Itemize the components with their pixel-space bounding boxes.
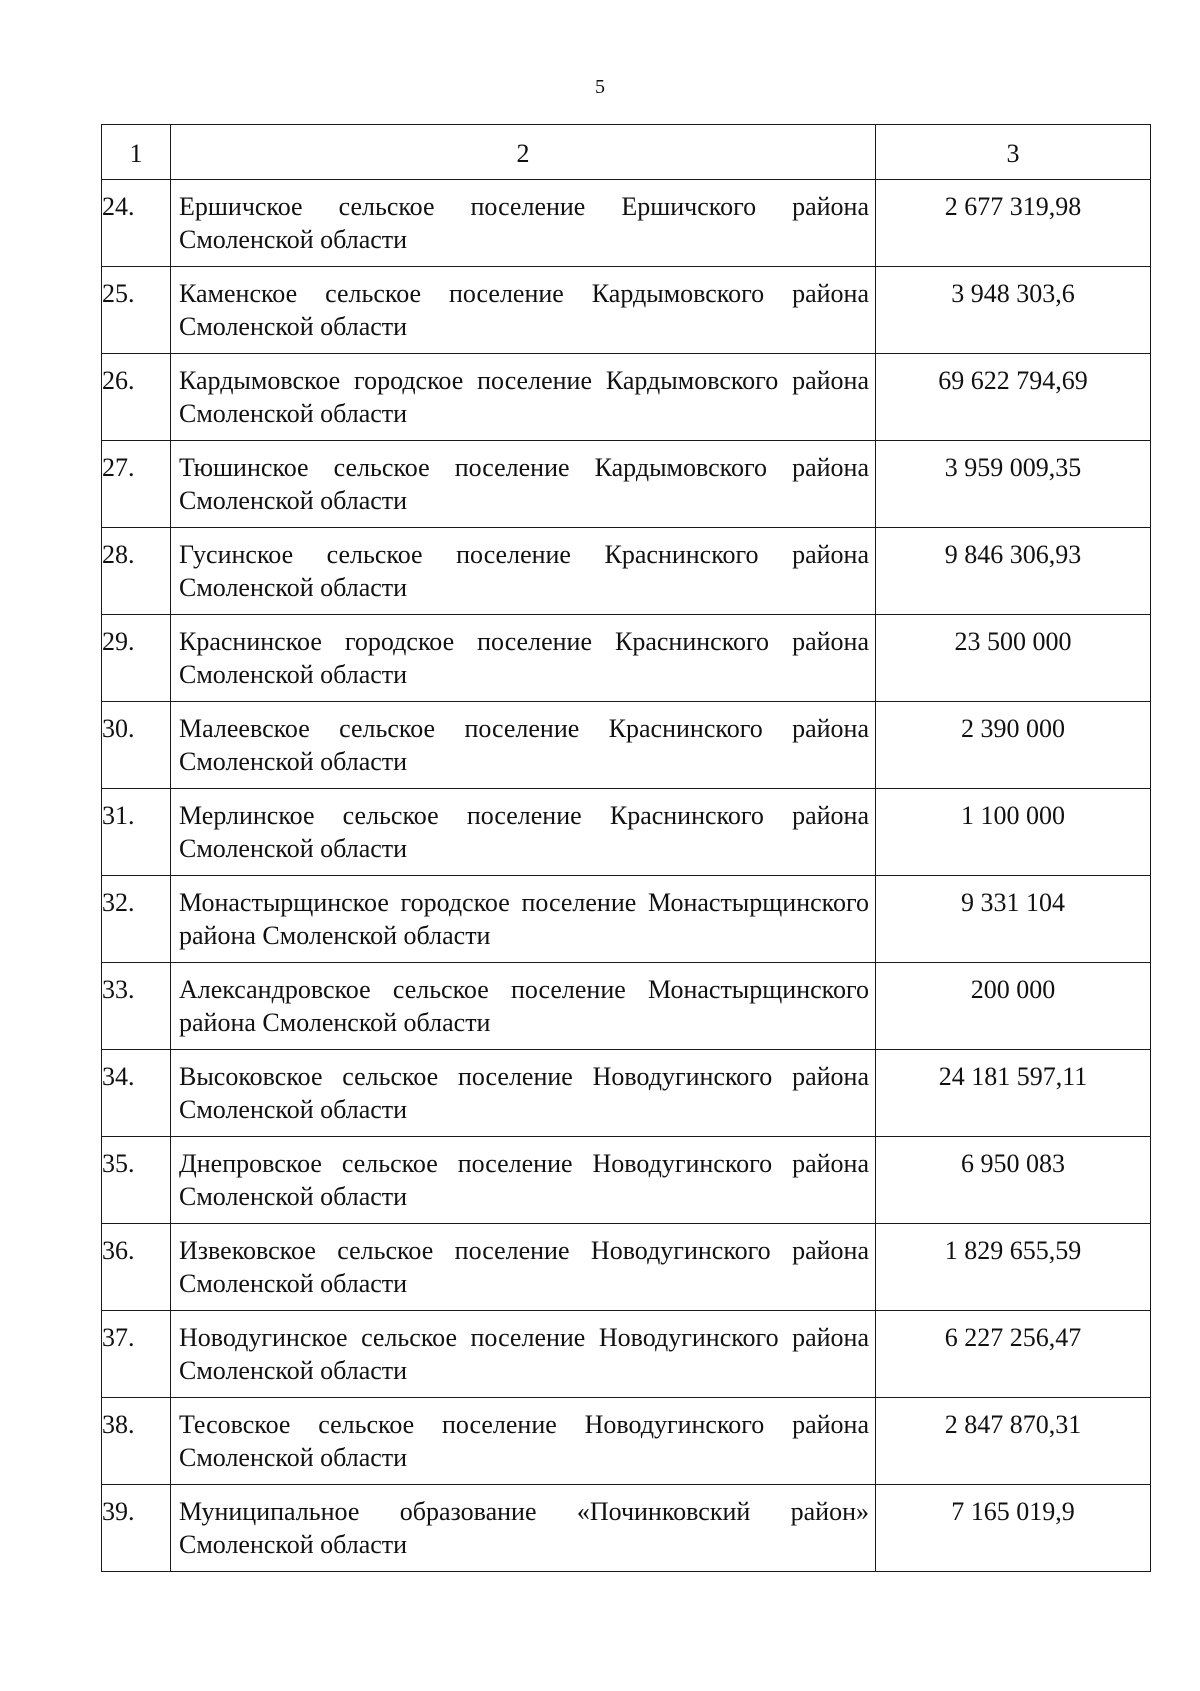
amount-cell: 6 227 256,47 (876, 1311, 1151, 1398)
row-number-cell: 25. (102, 267, 171, 354)
municipality-name-cell: Малеевское сельское поселение Краснинского района Смоленской области (171, 702, 876, 789)
amount-cell: 7 165 019,9 (876, 1485, 1151, 1572)
amount-cell: 24 181 597,11 (876, 1050, 1151, 1137)
row-number-cell: 29. (102, 615, 171, 702)
table-row (102, 1050, 1151, 1137)
municipality-name-cell: Каменское сельское поселение Кардымовского района Смоленской области (171, 267, 876, 354)
municipality-name-cell: Кардымовское городское поселение Кардымовского района Смоленской области (171, 354, 876, 441)
table-row (102, 1485, 1151, 1572)
table-row (102, 267, 1151, 354)
table-row (102, 528, 1151, 615)
table-row (102, 1137, 1151, 1224)
amount-cell: 2 847 870,31 (876, 1398, 1151, 1485)
table-row (102, 180, 1151, 267)
row-number-cell: 37. (102, 1311, 171, 1398)
column-header-amount: 3 (876, 125, 1151, 180)
row-number-cell: 32. (102, 876, 171, 963)
row-number-cell: 24. (102, 180, 171, 267)
municipality-name-cell: Монастырщинское городское поселение Монастырщинского района Смоленской области (171, 876, 876, 963)
municipality-name-cell: Новодугинское сельское поселение Новодугинского района Смоленской области (171, 1311, 876, 1398)
municipality-name-cell: Муниципальное образование «Починковский район» Смоленской области (171, 1485, 876, 1572)
page-number: 5 (595, 76, 605, 98)
table-row (102, 963, 1151, 1050)
row-number-cell: 34. (102, 1050, 171, 1137)
municipality-name-cell: Ершичское сельское поселение Ершичского района Смоленской области (171, 180, 876, 267)
municipality-name-cell: Тюшинское сельское поселение Кардымовского района Смоленской области (171, 441, 876, 528)
table-row (102, 702, 1151, 789)
column-header-number: 1 (102, 125, 171, 180)
municipality-name-cell: Извековское сельское поселение Новодугинского района Смоленской области (171, 1224, 876, 1311)
table-header-row (102, 125, 1151, 180)
amount-cell: 6 950 083 (876, 1137, 1151, 1224)
municipality-name-cell: Днепровское сельское поселение Новодугинского района Смоленской области (171, 1137, 876, 1224)
table-body (102, 180, 1151, 1572)
row-number-cell: 33. (102, 963, 171, 1050)
municipality-name-cell: Тесовское сельское поселение Новодугинского района Смоленской области (171, 1398, 876, 1485)
amount-cell: 2 677 319,98 (876, 180, 1151, 267)
amount-cell: 3 959 009,35 (876, 441, 1151, 528)
table-row (102, 615, 1151, 702)
row-number-cell: 28. (102, 528, 171, 615)
amount-cell: 23 500 000 (876, 615, 1151, 702)
municipality-name-cell: Александровское сельское поселение Монастырщинского района Смоленской области (171, 963, 876, 1050)
municipality-name-cell: Мерлинское сельское поселение Краснинского района Смоленской области (171, 789, 876, 876)
row-number-cell: 30. (102, 702, 171, 789)
municipality-name-cell: Высоковское сельское поселение Новодугинского района Смоленской области (171, 1050, 876, 1137)
row-number-cell: 27. (102, 441, 171, 528)
row-number-cell: 36. (102, 1224, 171, 1311)
table-row (102, 789, 1151, 876)
amount-cell: 2 390 000 (876, 702, 1151, 789)
column-header-name: 2 (171, 125, 876, 180)
table-row (102, 1398, 1151, 1485)
amount-cell: 3 948 303,6 (876, 267, 1151, 354)
amount-cell: 200 000 (876, 963, 1151, 1050)
table-row (102, 441, 1151, 528)
municipality-name-cell: Краснинское городское поселение Краснинского района Смоленской области (171, 615, 876, 702)
amount-cell: 69 622 794,69 (876, 354, 1151, 441)
municipality-name-cell: Гусинское сельское поселение Краснинского района Смоленской области (171, 528, 876, 615)
amount-cell: 1 100 000 (876, 789, 1151, 876)
table-row (102, 354, 1151, 441)
table-row (102, 1224, 1151, 1311)
allocation-table (101, 124, 1151, 1572)
row-number-cell: 38. (102, 1398, 171, 1485)
row-number-cell: 31. (102, 789, 171, 876)
amount-cell: 9 331 104 (876, 876, 1151, 963)
table-row (102, 876, 1151, 963)
row-number-cell: 26. (102, 354, 171, 441)
row-number-cell: 35. (102, 1137, 171, 1224)
table-row (102, 1311, 1151, 1398)
amount-cell: 9 846 306,93 (876, 528, 1151, 615)
amount-cell: 1 829 655,59 (876, 1224, 1151, 1311)
row-number-cell: 39. (102, 1485, 171, 1572)
